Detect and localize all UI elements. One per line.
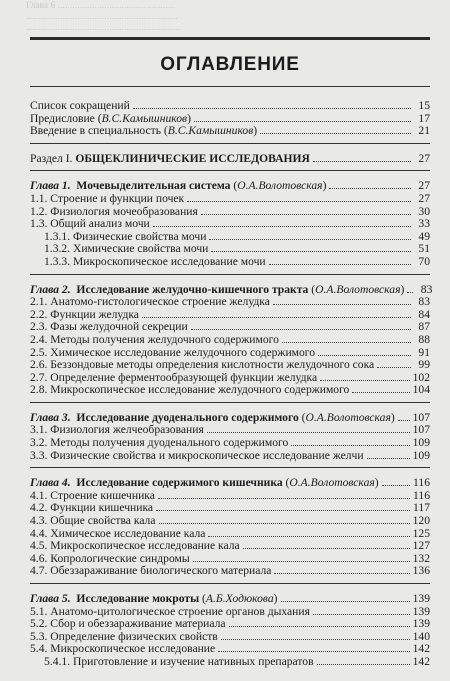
page-number: 136 [412,564,430,578]
top-rule [30,37,430,40]
toc-entry-label [30,450,364,463]
entry-title: 2.4. Методы получения желудочного содержимого [30,333,279,346]
leader-dots [377,367,411,368]
chapter-title: Мочевыделительная система [76,180,231,193]
toc-entry[interactable] [30,243,430,256]
page-number: 109 [412,436,430,450]
page-number: 70 [418,254,430,268]
entry-title: 4.4. Химическое исследование кала [30,527,206,540]
entry-title: 4.5. Микроскопическое исследование кала [30,540,240,553]
page-number: 15 [418,99,430,112]
toc-entry[interactable] [30,593,430,606]
toc-entry[interactable] [30,282,433,297]
section-divider [30,274,430,275]
toc-entry-label [30,296,270,309]
bleed-through-text [26,0,432,34]
toc-entry-label [30,218,150,231]
toc-entry-label [30,502,153,515]
toc-entry-label [30,206,198,219]
toc-entry-label [30,243,208,256]
toc-entry-label [30,100,130,113]
page-number: 87 [418,320,430,334]
toc-entry[interactable] [30,321,430,334]
toc-entry-label [30,540,240,553]
entry-title: 4.7. Обеззараживание биологического материала [30,565,272,578]
page-number: 83 [420,282,433,296]
leader-dots [193,561,410,562]
toc-entry[interactable] [30,256,430,269]
leader-dots [274,573,409,574]
toc-entry-label [30,565,271,578]
toc-entry-label [30,347,315,360]
toc-entry-label [30,180,326,193]
entry-title: 1.3.2. Химические свойства мочи [44,243,209,256]
leader-dots [407,292,413,293]
author-close: ) [374,477,379,490]
toc-entry-label [30,631,218,644]
toc-entry-label [30,618,226,631]
toc-entry[interactable] [30,309,430,322]
toc-entry[interactable] [30,412,430,425]
page-number: 109 [412,448,430,462]
entry-title: 2.3. Фазы желудочной секреции [30,321,188,334]
toc-entry-label [30,515,156,528]
author-name: О.А.Волотовская [289,477,375,490]
chapter-number: Глава 4. [30,477,71,490]
entry-title: 2.6. Беззондовые методы определения кислотности желудочного сока [30,359,375,372]
chapter-number: Глава 5. [30,593,71,605]
entry-title: 1.3.3. Микроскопическое исследование мочи [44,255,266,268]
leader-dots [142,317,411,318]
leader-dots [313,161,411,162]
author-name: О.А.Волотовская [315,283,401,296]
author-name: В.С.Камышников [167,125,254,138]
entry-title: 1.2. Физиология мочеобразования [30,205,198,218]
toc-entry-label [30,359,374,372]
entry-title: 2.2. Функции желудка [30,308,139,321]
entry-title: Список сокращений [30,100,130,112]
leader-dots [291,445,409,446]
leader-dots [382,485,410,486]
leader-dots [159,523,410,524]
author-open: ( [308,283,316,296]
page-number: 21 [418,124,430,138]
toc-entry[interactable] [30,515,430,528]
entry-title: 3.1. Физиология желчеобразования [30,424,204,437]
toc-entry-label [30,490,155,503]
leader-dots [329,188,411,189]
page-number: 17 [418,111,430,125]
entry-title: 3.3. Физические свойства и микроскопическое исследование желчи [30,449,364,462]
author-close: ) [322,180,327,193]
author-close: ) [253,125,258,138]
toc-entry[interactable] [30,125,430,138]
author-open: ( [230,180,238,193]
section-divider [30,583,430,584]
entry-title: 5.4.1. Приготовление и изучение нативных препаратов [44,655,314,668]
toc-entry[interactable] [30,334,430,347]
entry-title: 4.2. Функции кишечника [30,502,154,515]
section-divider [30,170,430,171]
toc-entry[interactable] [30,490,430,503]
toc-entry[interactable] [30,618,430,631]
page-number: 125 [412,526,430,540]
toc-entry-label [30,606,310,619]
entry-title: 2.8. Микроскопическое исследование желудочного содержимого [30,384,350,397]
page-number: 116 [413,476,430,490]
page-number: 117 [413,501,430,515]
title-rule [30,86,430,87]
leader-dots [273,304,411,305]
entry-title: 4.1. Строение кишечника [30,489,155,502]
entry-title: 5.1. Анатомо-цитологическое строение органов дыхания [30,605,310,618]
page-number: 99 [418,358,430,372]
toc-entry-label [30,193,184,206]
toc-entry-label [30,372,317,385]
toc-entry-label [30,528,205,541]
toc-entry-label [30,477,379,490]
page-number: 83 [418,295,430,309]
page-number: 27 [418,179,430,193]
part-title: ОБЩЕКЛИНИЧЕСКИЕ ИССЛЕДОВАНИЯ [75,152,310,165]
toc-entry-label [30,384,349,397]
leader-dots [153,226,411,227]
toc-entry[interactable] [30,193,430,206]
leader-dots [191,329,411,330]
toc-entry-label [30,412,395,425]
entry-title: 5.3. Определение физических свойств [30,630,218,643]
toc-entry-label [30,256,266,269]
toc-entry[interactable] [30,528,430,541]
toc-entry-label [30,656,314,669]
toc-entry[interactable] [30,153,430,166]
table-of-contents [30,99,433,669]
toc-entry[interactable] [30,218,430,231]
author-open: ( [282,477,290,490]
toc-entry-label [30,643,215,656]
toc-entry[interactable] [30,553,430,566]
entry-title: 5.2. Сбор и обеззараживание материала [30,618,226,631]
section-divider [30,143,430,144]
toc-entry[interactable] [30,347,430,360]
leader-dots [207,432,410,433]
leader-dots [201,214,411,215]
chapter-number: Глава 3. [30,411,71,424]
page-number: 27 [418,191,430,205]
toc-entry-label [30,424,204,437]
leader-dots [282,342,411,343]
toc-entry[interactable] [30,424,430,437]
author-close: ) [273,593,278,605]
leader-dots [317,664,410,665]
author-name: О.А.Волотовская [305,411,391,424]
page-number: 120 [412,514,430,528]
part-number: Раздел I. [30,152,76,165]
toc-entry-label [30,593,278,606]
entry-title: 2.1. Анатомо-гистологическое строение желудка [30,296,270,309]
toc-entry[interactable] [30,450,430,463]
bleed-line: ............................................................... [26,22,181,32]
author-close: ) [390,411,395,424]
toc-entry[interactable] [30,540,430,553]
leader-dots [187,201,411,202]
author-close: ) [400,283,405,296]
chapter-title: Исследование желудочно-кишечного тракта [76,283,309,296]
entry-title: 4.6. Копрологические синдромы [30,552,190,565]
toc-entry[interactable] [30,631,430,644]
toc-entry[interactable] [30,643,430,656]
toc-entry[interactable] [30,359,430,372]
toc-entry[interactable] [30,231,430,244]
toc-entry[interactable] [30,384,430,397]
leader-dots [221,639,410,640]
leader-dots [269,264,411,265]
toc-entry-label [30,321,188,334]
chapter-title: Исследование мокроты [76,593,200,605]
chapter-title: Исследование дуоденального содержимого [76,411,299,424]
toc-entry-label [30,153,310,166]
entry-title: 1.3.1. Физические свойства мочи [44,230,207,243]
page-number: 139 [412,617,430,631]
page-number: 91 [418,345,430,359]
entry-title: 2.5. Химическое исследование желудочного содержимого [30,346,316,359]
toc-entry[interactable] [30,180,430,193]
leader-dots [209,239,411,240]
toc-entry[interactable] [30,113,430,126]
leader-dots [158,498,410,499]
leader-dots [318,355,411,356]
leader-dots [218,651,409,652]
toc-entry[interactable] [30,206,430,219]
toc-entry[interactable] [30,477,430,490]
author-name: А.Б.Ходюкова [205,593,274,605]
page-number: 139 [412,592,430,605]
bleed-line: .............................................................. [26,11,178,21]
toc-entry[interactable] [30,502,430,515]
page-number: 33 [418,217,430,231]
author-open: ( [199,593,206,605]
leader-dots [208,536,409,537]
entry-title: 2.7. Определение ферментообразующей функции желудка [30,371,318,384]
toc-entry[interactable] [30,437,430,450]
leader-dots [229,626,410,627]
bleed-line: Глава 6 ................................................ [26,0,176,10]
page-number: 132 [412,551,430,565]
leader-dots [352,392,409,393]
leader-dots [260,133,411,134]
section-divider [30,467,430,468]
page-number: 49 [418,229,430,243]
leader-dots [367,458,410,459]
entry-title: Предисловие ( [30,112,102,125]
page-number: 142 [412,642,430,656]
leader-dots [313,614,410,615]
toc-entry[interactable] [30,565,430,578]
toc-entry-label [30,113,191,126]
toc-entry[interactable] [30,372,430,385]
author-name: В.С.Камышников [101,112,188,125]
toc-entry-label [30,284,404,297]
page-number: 139 [412,604,430,618]
toc-entry[interactable] [30,606,430,619]
page-number: 107 [412,423,430,437]
chapter-number: Глава 1. [30,180,71,193]
toc-entry[interactable] [30,100,430,113]
chapter-title: Исследование содержимого кишечника [76,477,283,490]
section-divider [30,402,430,403]
leader-dots [133,108,411,109]
toc-entry-label [30,437,288,450]
toc-entry[interactable] [30,656,430,669]
toc-entry[interactable] [30,296,430,309]
leader-dots [243,548,410,549]
entry-title: 1.3. Общий анализ мочи [30,218,150,231]
page-number: 127 [412,539,430,553]
page-number: 51 [418,242,430,256]
page-title: ОГЛАВЛЕНИЕ [160,54,300,75]
page-number: 84 [418,307,430,321]
toc-entry-label [30,334,279,347]
leader-dots [398,420,410,421]
toc-entry-label [30,553,190,566]
author-open: ( [298,411,306,424]
page-number: 88 [418,332,430,346]
toc-entry-label [30,309,139,322]
leader-dots [156,510,410,511]
page-number: 102 [412,370,430,384]
page-number: 107 [412,410,430,424]
entry-title: 3.2. Методы получения дуоденального содержимого [30,437,289,450]
page-number: 140 [412,629,430,643]
leader-dots [211,251,411,252]
leader-dots [194,121,411,122]
page-number: 30 [418,204,430,218]
entry-title: 4.3. Общие свойства кала [30,515,156,528]
author-close: ) [187,112,191,125]
author-name: О.А.Волотовская [237,180,323,193]
page-number: 27 [418,151,430,165]
leader-dots [320,380,410,381]
entry-title: 1.1. Строение и функции почек [30,192,185,205]
chapter-number: Глава 2. [30,283,71,296]
leader-dots [281,601,410,602]
toc-entry-label [30,231,206,244]
page-number: 116 [413,488,430,502]
page-number: 104 [412,383,430,397]
toc-entry-label [30,125,257,138]
entry-title: 5.4. Микроскопическое исследование [30,643,216,656]
entry-title: Введение в специальность ( [30,125,168,138]
page-number: 142 [412,654,430,668]
